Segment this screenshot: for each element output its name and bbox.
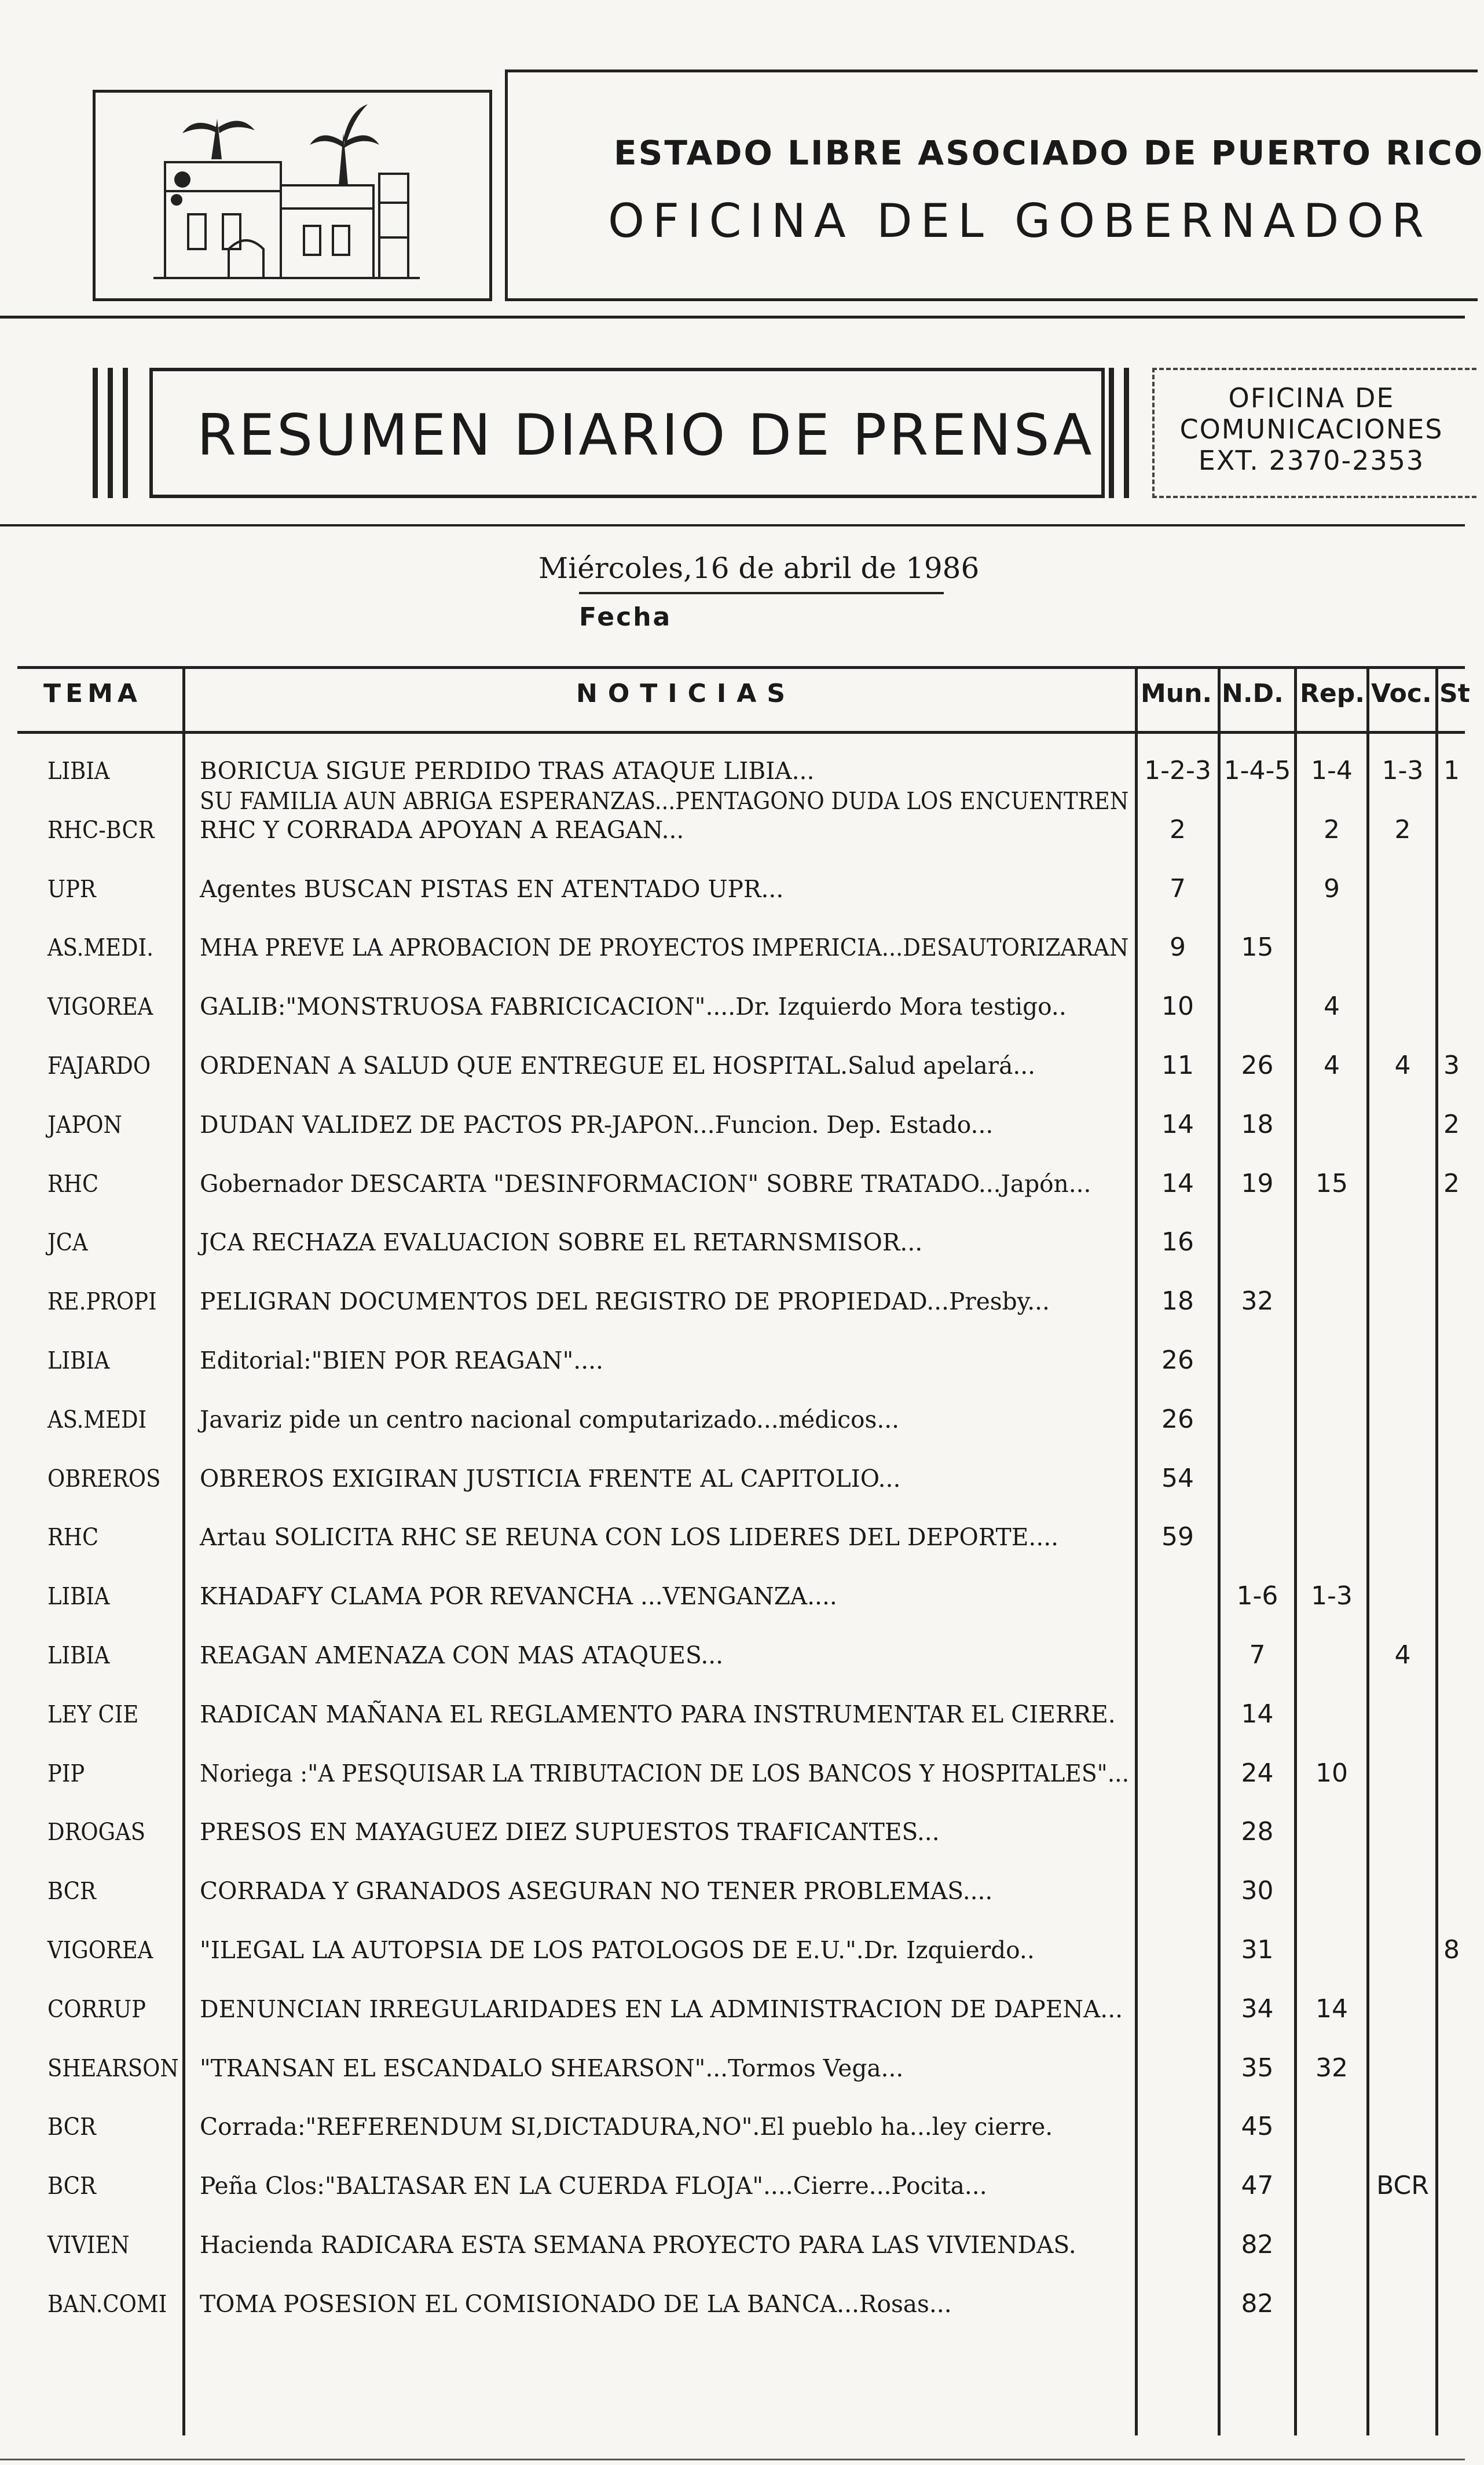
office-line1: OFICINA DE xyxy=(1228,382,1395,414)
row-tema: VIGOREA xyxy=(47,993,153,1021)
header-title-frame xyxy=(505,70,1478,301)
table-row xyxy=(0,1935,1465,1993)
row-tema: CORRUP xyxy=(47,1995,146,2023)
row-rep: 9 xyxy=(1324,874,1340,904)
row-rep: 4 xyxy=(1324,1051,1340,1080)
row-mun: 16 xyxy=(1161,1227,1194,1257)
row-tema: BCR xyxy=(47,1877,96,1905)
row-nd: 35 xyxy=(1241,2053,1274,2083)
table-row xyxy=(0,1345,1465,1403)
row-mun: 14 xyxy=(1161,1110,1194,1139)
row-noticia: Corrada:"REFERENDUM SI,DICTADURA,NO".El pueblo ha...ley cierre. xyxy=(200,2113,1053,2141)
row-rep: 2 xyxy=(1324,815,1340,844)
row-mun: 2 xyxy=(1170,815,1186,844)
row-nd: 14 xyxy=(1241,1699,1274,1729)
row-voc: 1-3 xyxy=(1382,756,1424,785)
table-row xyxy=(0,2171,1465,2229)
row-noticia: Artau SOLICITA RHC SE REUNA CON LOS LIDERES DEL DEPORTE.... xyxy=(200,1523,1059,1551)
table-row xyxy=(0,992,1465,1049)
row-tema: LIBIA xyxy=(47,1641,110,1669)
table-top-rule xyxy=(17,666,1465,669)
row-noticia: GALIB:"MONSTRUOSA FABRICICACION"....Dr. Izquierdo Mora testigo.. xyxy=(200,993,1067,1021)
row-nd: 7 xyxy=(1249,1640,1266,1670)
row-rep: 1-4 xyxy=(1311,756,1353,785)
row-nd: 45 xyxy=(1241,2112,1274,2141)
page-title: RESUMEN DIARIO DE PRENSA xyxy=(197,403,1094,469)
row-mun: 11 xyxy=(1161,1051,1194,1080)
table-row xyxy=(0,1169,1465,1227)
row-voc: 2 xyxy=(1394,815,1411,844)
table-row xyxy=(0,1994,1465,2052)
table-header-rule xyxy=(17,731,1465,734)
column-header-nd: N.D. xyxy=(1222,679,1284,708)
table-row xyxy=(0,1581,1465,1639)
row-noticia: JCA RECHAZA EVALUACION SOBRE EL RETARNSMISOR... xyxy=(200,1228,923,1256)
row-mun: 26 xyxy=(1161,1405,1194,1434)
row-mun: 18 xyxy=(1161,1286,1194,1316)
row-voc: BCR xyxy=(1376,2171,1429,2200)
table-row xyxy=(0,1876,1465,1934)
table-row xyxy=(0,932,1465,990)
table-row xyxy=(0,1640,1465,1698)
row-tema: BCR xyxy=(47,2172,96,2200)
row-noticia: PELIGRAN DOCUMENTOS DEL REGISTRO DE PROPIEDAD...Presby... xyxy=(200,1288,1050,1315)
row-rep: 10 xyxy=(1316,1758,1348,1788)
column-header-tema: TEMA xyxy=(43,679,142,708)
row-nd: 47 xyxy=(1241,2171,1274,2200)
row-rep: 32 xyxy=(1316,2053,1348,2083)
row-nd: 82 xyxy=(1241,2289,1274,2318)
divider xyxy=(0,524,1465,526)
row-noticia: BORICUA SIGUE PERDIDO TRAS ATAQUE LIBIA... xyxy=(200,757,815,785)
date-value: Miércoles,16 de abril de 1986 xyxy=(538,551,980,585)
table-row xyxy=(0,2289,1465,2347)
table-row xyxy=(0,1817,1465,1875)
row-mun: 9 xyxy=(1170,932,1186,962)
row-mun: 54 xyxy=(1161,1464,1194,1493)
page-bottom-rule xyxy=(0,2459,1465,2460)
table-row xyxy=(0,756,1465,814)
row-tema: AS.MEDI. xyxy=(47,934,153,961)
seal-frame xyxy=(93,90,492,301)
row-mun: 1-2-3 xyxy=(1144,756,1211,785)
table-row xyxy=(0,1758,1465,1816)
row-noticia-continued: SU FAMILIA AUN ABRIGA ESPERANZAS...PENTAGONO DUDA LOS ENCUENTREN xyxy=(200,787,1129,815)
row-nd: 34 xyxy=(1241,1994,1274,2024)
row-tema: VIVIEN xyxy=(47,2231,130,2259)
date-underline xyxy=(579,592,944,594)
office-line2: COMUNICACIONES xyxy=(1179,414,1443,445)
office-block xyxy=(1158,382,1465,476)
column-header-noticias: NOTICIAS xyxy=(576,679,796,708)
row-tema: VIGOREA xyxy=(47,1936,153,1964)
row-st: 2 xyxy=(1443,1169,1460,1198)
row-noticia: DUDAN VALIDEZ DE PACTOS PR-JAPON...Funcion. Dep. Estado... xyxy=(200,1111,994,1139)
row-st: 3 xyxy=(1443,1051,1460,1080)
row-nd: 28 xyxy=(1241,1817,1274,1846)
table-row xyxy=(0,2230,1465,2288)
row-nd: 31 xyxy=(1241,1935,1274,1965)
row-tema: RE.PROPI xyxy=(47,1288,157,1315)
row-rep: 1-3 xyxy=(1311,1581,1353,1611)
row-nd: 18 xyxy=(1241,1110,1274,1139)
row-noticia: KHADAFY CLAMA POR REVANCHA ...VENGANZA.... xyxy=(200,1582,837,1610)
row-tema: RHC-BCR xyxy=(47,816,155,844)
table-row xyxy=(0,874,1465,932)
table-row xyxy=(0,2112,1465,2170)
row-nd: 15 xyxy=(1241,932,1274,962)
row-tema: FAJARDO xyxy=(47,1052,151,1080)
office-extension: EXT. 2370-2353 xyxy=(1198,445,1425,476)
row-noticia: Editorial:"BIEN POR REAGAN".... xyxy=(200,1347,603,1374)
row-st: 2 xyxy=(1443,1110,1460,1139)
date-label: Fecha xyxy=(579,602,672,632)
table-row xyxy=(0,2053,1465,2111)
row-mun: 14 xyxy=(1161,1169,1194,1198)
row-mun: 26 xyxy=(1161,1345,1194,1375)
row-noticia: Peña Clos:"BALTASAR EN LA CUERDA FLOJA"....Cierre...Pocita... xyxy=(200,2172,987,2200)
table-row xyxy=(0,1051,1465,1109)
row-tema: SHEARSON xyxy=(47,2054,179,2082)
row-noticia: Gobernador DESCARTA "DESINFORMACION" SOBRE TRATADO...Japón... xyxy=(200,1170,1091,1198)
table-row xyxy=(0,1110,1465,1168)
row-mun: 59 xyxy=(1161,1522,1194,1552)
row-noticia: Noriega :"A PESQUISAR LA TRIBUTACION DE LOS BANCOS Y HOSPITALES"... xyxy=(200,1760,1130,1787)
row-rep: 14 xyxy=(1316,1994,1348,2024)
row-noticia: CORRADA Y GRANADOS ASEGURAN NO TENER PROBLEMAS.... xyxy=(200,1877,993,1905)
row-tema: AS.MEDI xyxy=(47,1406,147,1433)
row-tema: BCR xyxy=(47,2113,96,2141)
table-row xyxy=(0,1227,1465,1285)
column-header-st: St xyxy=(1439,679,1470,708)
row-noticia: MHA PREVE LA APROBACION DE PROYECTOS IMPERICIA...DESAUTORIZARAN xyxy=(200,934,1129,961)
row-noticia: "TRANSAN EL ESCANDALO SHEARSON"...Tormos Vega... xyxy=(200,2054,904,2082)
row-tema: PIP xyxy=(47,1760,85,1787)
decorative-bars-left xyxy=(93,368,139,498)
table-row xyxy=(0,1405,1465,1462)
row-noticia: REAGAN AMENAZA CON MAS ATAQUES... xyxy=(200,1641,724,1669)
row-tema: UPR xyxy=(47,875,96,903)
row-nd: 32 xyxy=(1241,1286,1274,1316)
row-noticia: Hacienda RADICARA ESTA SEMANA PROYECTO PARA LAS VIVIENDAS. xyxy=(200,2231,1076,2259)
decorative-bars-mid xyxy=(1109,368,1144,498)
row-rep: 4 xyxy=(1324,992,1340,1021)
row-noticia: OBREROS EXIGIRAN JUSTICIA FRENTE AL CAPITOLIO... xyxy=(200,1465,901,1493)
row-nd: 26 xyxy=(1241,1051,1274,1080)
column-header-mun: Mun. xyxy=(1141,679,1212,708)
table-row xyxy=(0,1286,1465,1344)
row-tema: DROGAS xyxy=(47,1818,146,1846)
column-header-voc: Voc. xyxy=(1371,679,1432,708)
table-row xyxy=(0,1699,1465,1757)
row-tema: LEY CIE xyxy=(47,1700,139,1728)
row-noticia: TOMA POSESION EL COMISIONADO DE LA BANCA...Rosas... xyxy=(200,2290,952,2318)
row-noticia: DENUNCIAN IRREGULARIDADES EN LA ADMINISTRACION DE DAPENA... xyxy=(200,1995,1123,2023)
table-row xyxy=(0,1464,1465,1522)
row-nd: 1-6 xyxy=(1236,1581,1278,1611)
row-tema: OBREROS xyxy=(47,1465,161,1493)
row-tema: LIBIA xyxy=(47,1347,110,1374)
row-nd: 19 xyxy=(1241,1169,1274,1198)
header-line1: ESTADO LIBRE ASOCIADO DE PUERTO RICO xyxy=(614,133,1484,173)
row-rep: 15 xyxy=(1316,1169,1348,1198)
row-noticia: Javariz pide un centro nacional computarizado...médicos... xyxy=(200,1406,900,1433)
row-st: 8 xyxy=(1443,1935,1460,1965)
row-tema: JCA xyxy=(47,1228,88,1256)
divider xyxy=(0,316,1465,319)
row-noticia: RHC Y CORRADA APOYAN A REAGAN... xyxy=(200,816,684,844)
row-voc: 4 xyxy=(1394,1051,1411,1080)
row-nd: 82 xyxy=(1241,2230,1274,2259)
row-voc: 4 xyxy=(1394,1640,1411,1670)
row-tema: RHC xyxy=(47,1523,99,1551)
row-nd: 24 xyxy=(1241,1758,1274,1788)
row-tema: JAPON xyxy=(47,1111,122,1139)
column-header-rep: Rep. xyxy=(1300,679,1365,708)
row-noticia: PRESOS EN MAYAGUEZ DIEZ SUPUESTOS TRAFICANTES... xyxy=(200,1818,940,1846)
table-row xyxy=(0,1522,1465,1580)
header-line2: OFICINA DEL GOBERNADOR xyxy=(608,194,1432,248)
row-mun: 7 xyxy=(1170,874,1186,904)
row-noticia: Agentes BUSCAN PISTAS EN ATENTADO UPR... xyxy=(200,875,784,903)
row-tema: BAN.COMI xyxy=(47,2290,167,2318)
row-noticia: ORDENAN A SALUD QUE ENTREGUE EL HOSPITAL.Salud apelará... xyxy=(200,1052,1036,1080)
row-tema: RHC xyxy=(47,1170,99,1198)
table-row xyxy=(0,815,1465,873)
row-tema: LIBIA xyxy=(47,1582,110,1610)
row-mun: 10 xyxy=(1161,992,1194,1021)
row-nd: 1-4-5 xyxy=(1223,756,1291,785)
row-st: 1 xyxy=(1443,756,1460,785)
row-nd: 30 xyxy=(1241,1876,1274,1906)
row-noticia: RADICAN MAÑANA EL REGLAMENTO PARA INSTRUMENTAR EL CIERRE. xyxy=(200,1700,1116,1728)
row-noticia: "ILEGAL LA AUTOPSIA DE LOS PATOLOGOS DE E.U.".Dr. Izquierdo.. xyxy=(200,1936,1035,1964)
fortaleza-seal-icon xyxy=(96,93,489,298)
row-tema: LIBIA xyxy=(47,757,110,785)
